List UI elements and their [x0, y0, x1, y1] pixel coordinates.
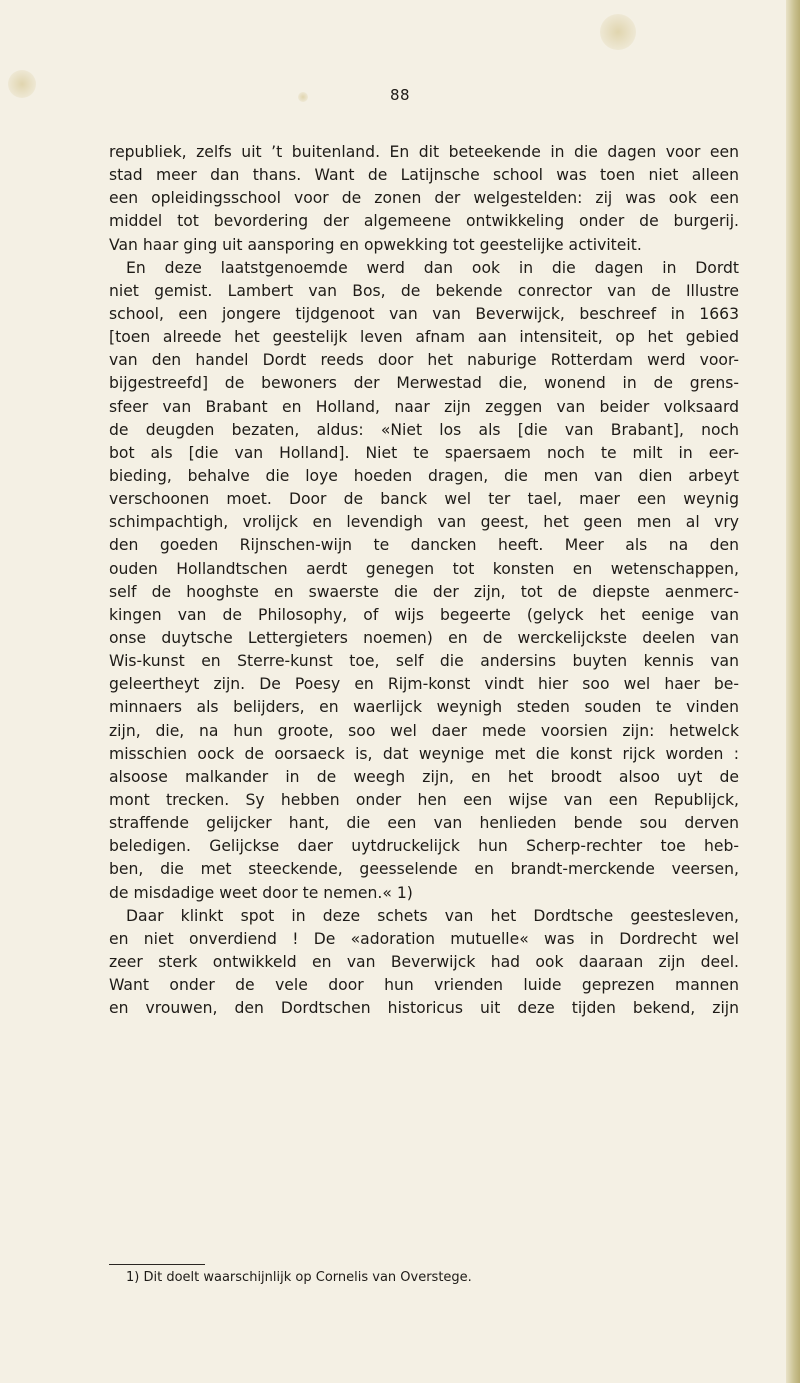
paper-stain [600, 14, 636, 50]
text-line: onse duytsche Lettergieters noemen) en de werckelijckste deelen van [109, 628, 739, 647]
text-line: schimpachtigh, vrolijck en levendigh van geest, het geen men al vry [109, 513, 739, 532]
text-line: Daar klinkt spot in deze schets van het Dordtsche geestesleven, [126, 906, 739, 925]
text-line: straffende gelijcker hant, die een van henlieden bende sou derven [109, 814, 739, 833]
text-line: verschoonen moet. Door de banck wel ter tael, maer een weynig [109, 490, 739, 509]
text-line: geleertheyt zijn. De Poesy en Rijm-konst vindt hier soo wel haer be- [109, 675, 739, 694]
text-line: den goeden Rijnschen-wijn te dancken heeft. Meer als na den [109, 536, 739, 555]
text-line: misschien oock de oorsaeck is, dat weynige met die konst rijck worden : [109, 744, 739, 763]
text-line: sfeer van Brabant en Holland, naar zijn zeggen van beider volksaard [109, 397, 739, 416]
text-line: kingen van de Philosophy, of wijs begeerte (gelyck het eenige van [109, 605, 739, 624]
footnote-rule [109, 1264, 205, 1265]
text-line: bijgestreefd] de bewoners der Merwestad die, wonend in de grens- [109, 374, 739, 393]
text-line: zeer sterk ontwikkeld en van Beverwijck had ook daaraan zijn deel. [109, 952, 739, 971]
text-line: bieding, behalve die loye hoeden dragen, die men van dien arbeyt [109, 466, 739, 485]
text-line: de deugden bezaten, aldus: «Niet los als [die van Brabant], noch [109, 420, 739, 439]
text-line: Want onder de vele door hun vrienden luide geprezen mannen [109, 976, 739, 995]
footnote: 1) Dit doelt waarschijnlijk op Cornelis van Overstege. [126, 1270, 472, 1285]
body-text [109, 141, 739, 1020]
text-line: middel tot bevordering der algemeene ontwikkeling onder de burgerij. [109, 212, 739, 231]
text-line: self de hooghste en swaerste die der zijn, tot de diepste aenmerc- [109, 582, 739, 601]
text-line: stad meer dan thans. Want de Latijnsche school was toen niet alleen [109, 166, 739, 185]
text-line: van den handel Dordt reeds door het naburige Rotterdam werd voor- [109, 351, 739, 370]
text-line: ben, die met steeckende, geesselende en brandt-merckende veersen, [109, 860, 739, 879]
text-line: bot als [die van Holland]. Niet te spaersaem noch te milt in eer- [109, 443, 739, 462]
text-line: een opleidingsschool voor de zonen der welgestelden: zij was ook een [109, 189, 739, 208]
text-line: ouden Hollandtschen aerdt genegen tot konsten en wetenschappen, [109, 559, 739, 578]
text-line: en niet onverdiend ! De «adoration mutuelle« was in Dordrecht wel [109, 929, 739, 948]
text-line: en vrouwen, den Dordtschen historicus uit deze tijden bekend, zijn [109, 999, 739, 1018]
text-line: Van haar ging uit aansporing en opwekking tot geestelijke activiteit. [109, 235, 642, 254]
text-line: [toen alreede het geestelijk leven afnam aan intensiteit, op het gebied [109, 328, 739, 347]
text-line: school, een jongere tijdgenoot van van Beverwijck, beschreef in 1663 [109, 304, 739, 323]
page-edge [786, 0, 800, 1383]
text-line: mont trecken. Sy hebben onder hen een wijse van een Republijck, [109, 790, 739, 809]
text-line: alsoose malkander in de weegh zijn, en het broodt alsoo uyt de [109, 767, 739, 786]
text-line: beledigen. Gelijckse daer uytdruckelijck hun Scherp-rechter toe heb- [109, 837, 739, 856]
text-line: de misdadige weet door te nemen.« 1) [109, 883, 413, 902]
text-line: zijn, die, na hun groote, soo wel daer mede voorsien zijn: hetwelck [109, 721, 739, 740]
text-line: Wis-kunst en Sterre-kunst toe, self die andersins buyten kennis van [109, 652, 739, 671]
text-line: republiek, zelfs uit ’t buitenland. En dit beteekende in die dagen voor een [109, 143, 739, 161]
text-line: minnaers als belijders, en waerlijck weynigh steden souden te vinden [109, 698, 739, 717]
text-line: niet gemist. Lambert van Bos, de bekende conrector van de Illustre [109, 281, 739, 300]
page-number: 88 [389, 86, 411, 104]
text-line: En deze laatstgenoemde werd dan ook in die dagen in Dordt [126, 258, 739, 277]
